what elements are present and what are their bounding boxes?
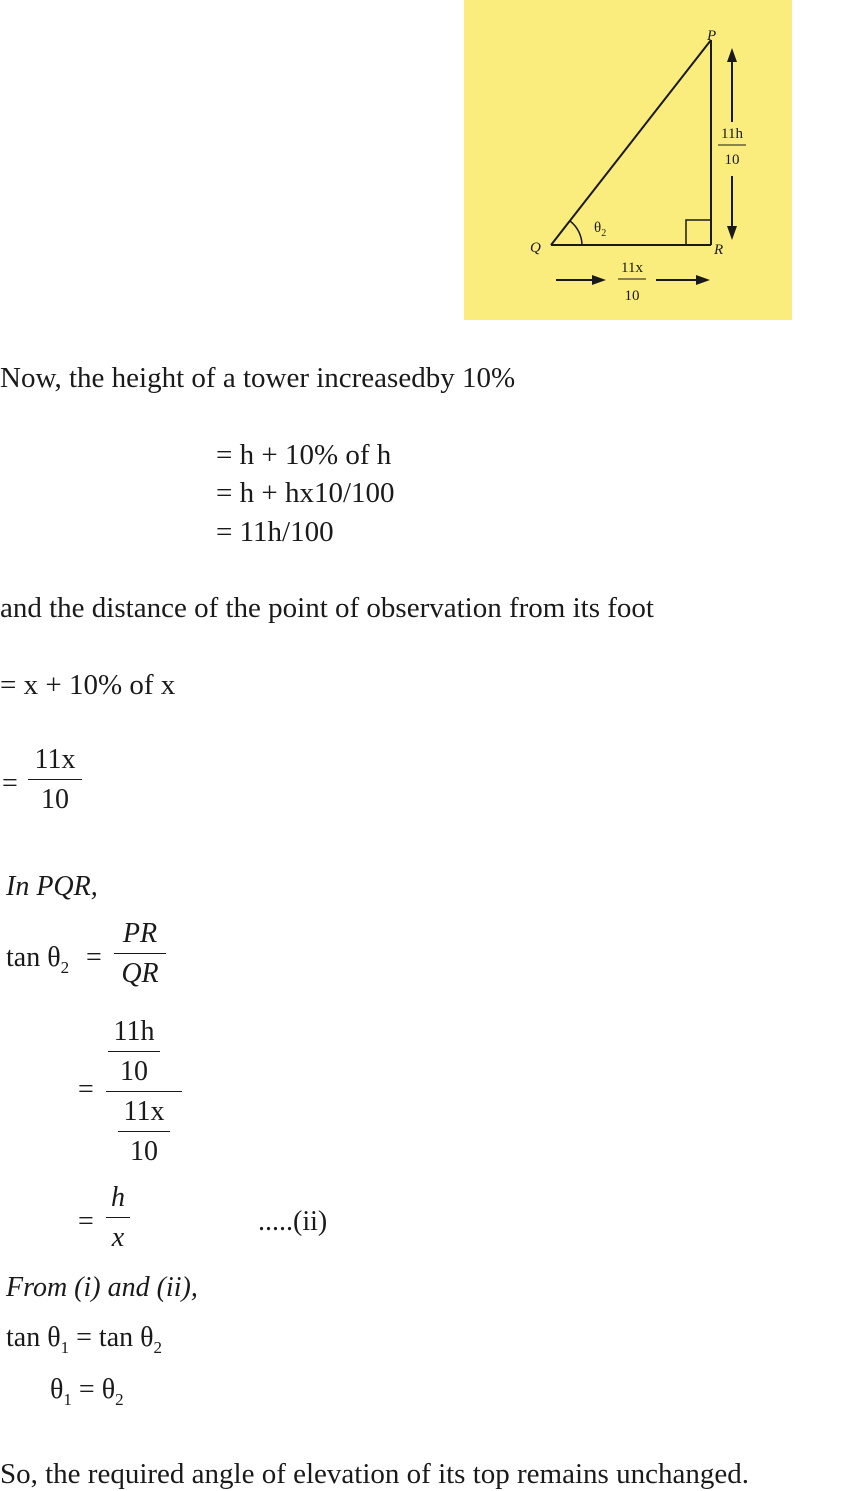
intro-line: Now, the height of a tower increasedby 10% — [0, 362, 516, 394]
equality-1: $\tan \theta_1 = \tan \theta_2$ — [6, 1322, 163, 1357]
complex-bot-den: 10 — [130, 1136, 158, 1167]
pr-qr-fraction — [114, 918, 166, 990]
from-line: From (i) and (ii), — [6, 1272, 198, 1303]
distance-line: and the distance of the point of observation from its foot — [0, 592, 654, 624]
complex-top-den: 10 — [120, 1056, 148, 1087]
base-arrowhead-right — [696, 275, 710, 285]
h-num: h — [111, 1182, 125, 1213]
base-denominator: 10 — [624, 288, 640, 304]
base-arrowhead-left — [592, 275, 606, 285]
equality-2: $\theta_1 = \theta_2$ — [50, 1374, 124, 1409]
simple-frac-eq: = — [78, 1206, 94, 1237]
vertex-r-label: R — [714, 242, 724, 258]
complex-frac-eq: = — [78, 1074, 94, 1105]
distance-step: = x + 10% of x — [0, 669, 176, 701]
height-arrowhead-down — [727, 226, 737, 240]
distance-frac-num: 11x — [34, 744, 76, 775]
height-numerator: 11h — [721, 126, 743, 142]
height-denominator: 10 — [724, 152, 740, 168]
tan-theta2-lhs: $\tan \theta_2$ — [6, 942, 70, 977]
vertex-p-label: P — [707, 28, 717, 44]
triangle-figure — [464, 0, 792, 320]
in-triangle-line: In PQR, — [6, 871, 98, 902]
x-den: x — [111, 1222, 125, 1253]
pr-qr-bar — [114, 953, 166, 954]
height-step-2: = h + hx10/100 — [216, 477, 395, 509]
pr-num: PR — [122, 918, 158, 949]
h-x-bar — [106, 1217, 130, 1218]
angle-label: $\theta_2$ — [594, 220, 607, 239]
h-x-fraction — [106, 1182, 130, 1254]
height-step-1: = h + 10% of h — [216, 439, 392, 471]
complex-top-bar — [108, 1051, 160, 1052]
distance-fraction — [28, 744, 82, 816]
distance-frac-eq: = — [2, 768, 18, 799]
right-angle-mark — [686, 220, 711, 245]
height-step-3: = 11h/100 — [216, 516, 334, 548]
base-numerator: 11x — [621, 260, 643, 276]
distance-frac-bar — [28, 779, 82, 780]
qr-den: QR — [121, 958, 159, 989]
complex-main-bar — [106, 1091, 182, 1092]
equation-tag-ii: .....(ii) — [258, 1206, 328, 1237]
triangle-diagram — [464, 0, 792, 320]
complex-bot-bar — [118, 1131, 170, 1132]
height-arrowhead-up — [727, 48, 737, 62]
complex-top-num: 11h — [113, 1016, 155, 1047]
complex-bot-num: 11x — [123, 1096, 165, 1127]
angle-arc — [570, 221, 582, 245]
tan-def-eq: = — [86, 942, 102, 973]
vertex-q-label: Q — [530, 240, 541, 256]
distance-frac-den: 10 — [41, 784, 69, 815]
conclusion-line: So, the required angle of elevation of its top remains unchanged. — [0, 1458, 749, 1490]
complex-bottom-fraction — [118, 1096, 170, 1168]
complex-top-fraction — [108, 1016, 160, 1088]
side-pq — [551, 40, 711, 245]
